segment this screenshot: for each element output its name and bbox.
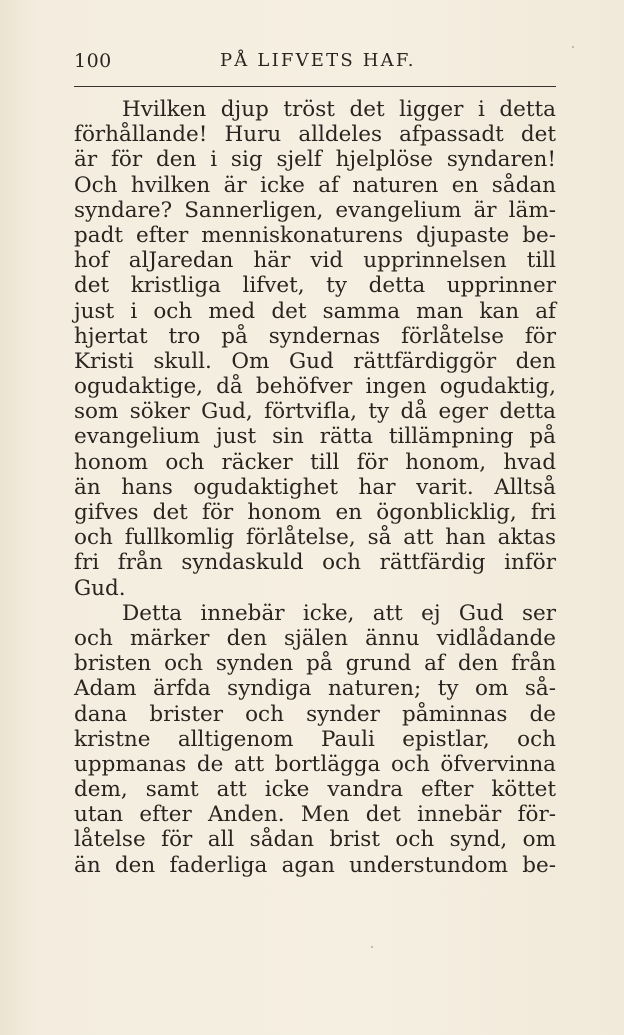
text-line: Gud. (74, 575, 126, 601)
text-line: hjertat tro på syndernas förlåtelse för (74, 323, 556, 349)
page-number: 100 (74, 50, 112, 72)
text-line: kristne alltigenom Pauli epistlar, och (74, 726, 556, 752)
text-line: än den faderliga agan understundom be- (74, 852, 556, 878)
paragraph (74, 97, 556, 601)
text-line: padt efter menniskonaturens djupaste be- (74, 222, 556, 248)
text-line: ogudaktige, då behöfver ingen ogudaktig, (74, 374, 556, 400)
text-line: bristen och synden på grund af den från (74, 651, 556, 677)
text-line: är för den i sig sjelf hjelplöse syndaren! (74, 147, 556, 173)
text-line: Och hvilken är icke af naturen en sådan (74, 172, 556, 198)
text-line: förhållande! Huru alldeles afpassadt det (74, 122, 556, 148)
text-line: Hvilken djup tröst det ligger i detta (122, 97, 556, 122)
text-line: syndare? Sannerligen, evangelium är läm- (74, 197, 556, 223)
text-line: hof alJaredan här vid upprinnelsen till (74, 248, 556, 274)
text-line: Adam ärfda syndiga naturen; ty om så- (74, 676, 556, 702)
text-line: och fullkomlig förlåtelse, så att han aktas (74, 525, 556, 551)
paper-speck (371, 946, 373, 948)
paper-speck (572, 46, 574, 48)
text-line: gifves det för honom en ögonblicklig, fri (74, 500, 556, 525)
text-line: och märker den själen ännu vidlådande (74, 625, 556, 651)
text-line: uppmanas de att bortlägga och öfvervinna (74, 751, 556, 777)
page-header (74, 50, 556, 74)
text-line: som söker Gud, förtvifla, ty då eger detta (74, 399, 556, 425)
text-line: Kristi skull. Om Gud rättfärdiggör den (74, 348, 556, 374)
text-line: det kristliga lifvet, ty detta upprinner (74, 273, 556, 299)
text-line: Detta innebär icke, att ej Gud ser (122, 600, 556, 626)
running-title: PÅ LIFVETS HAF. (220, 50, 416, 71)
text-line: låtelse för all sådan brist och synd, om (74, 827, 556, 853)
text-line: evangelium just sin rätta tillämpning på (74, 424, 556, 450)
text-line: utan efter Anden. Men det innebär för- (74, 802, 556, 828)
text-line: fri från syndaskuld och rättfärdig inför (74, 550, 556, 576)
header-rule (74, 86, 556, 87)
paragraph (74, 601, 556, 878)
body-text (74, 97, 556, 878)
text-line: än hans ogudaktighet har varit. Alltså (74, 474, 556, 500)
text-line: dem, samt att icke vandra efter köttet (74, 777, 556, 803)
text-line: just i och med det samma man kan af (74, 298, 556, 324)
text-line: dana brister och synder påminnas de (74, 701, 556, 727)
text-line: honom och räcker till för honom, hvad (74, 449, 556, 475)
